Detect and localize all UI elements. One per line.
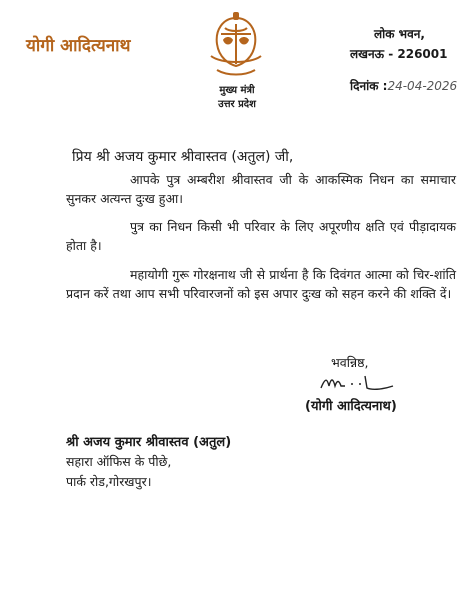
body-paragraph-3 (66, 265, 456, 303)
salutation: प्रिय श्री अजय कुमार श्रीवास्तव (अतुल) जी, (72, 149, 294, 165)
handwritten-signature-icon (319, 372, 399, 394)
recipient-name: श्री अजय कुमार श्रीवास्तव (अतुल) (66, 435, 232, 450)
letter-date (350, 77, 457, 94)
body-paragraph-2 (66, 217, 456, 255)
signatory-name: (योगी आदित्यनाथ) (305, 399, 397, 414)
address-line-1: लोक भवन, (374, 27, 425, 41)
recipient-address-line-2: पार्क रोड,गोरखपुर। (66, 474, 152, 489)
paragraph-text: पुत्र का निधन किसी भी परिवार के लिए अपूरणीय क्षति एवं पीड़ादायक होता है। (66, 219, 456, 253)
date-value: 24-04-2026 (387, 79, 458, 93)
address-line-2: लखनऊ - 226001 (350, 47, 448, 61)
office-state: उत्तर प्रदेश (218, 99, 256, 110)
government-emblem-icon (203, 12, 269, 86)
closing-line: भवन्निष्ठ, (331, 355, 369, 370)
recipient-address-line-1: सहारा ऑफिस के पीछे, (66, 454, 172, 469)
office-title: मुख्य मंत्री (219, 85, 255, 96)
paragraph-text: महायोगी गुरू गोरक्षनाथ जी से प्रार्थना है कि दिवंगत आत्मा को चिर-शांति प्रदान करें तथा आप सभी परिवारजनों को इस अपार दुःख को सहन करने की शक्ति दें। (66, 267, 456, 301)
body-paragraph-1 (66, 170, 456, 208)
sender-name: योगी आदित्यनाथ (26, 36, 131, 56)
date-label: दिनांक : (350, 79, 388, 93)
paragraph-text: आपके पुत्र अम्बरीश श्रीवास्तव जी के आकस्मिक निधन का समाचार सुनकर अत्यन्त दुःख हुआ। (66, 172, 456, 206)
